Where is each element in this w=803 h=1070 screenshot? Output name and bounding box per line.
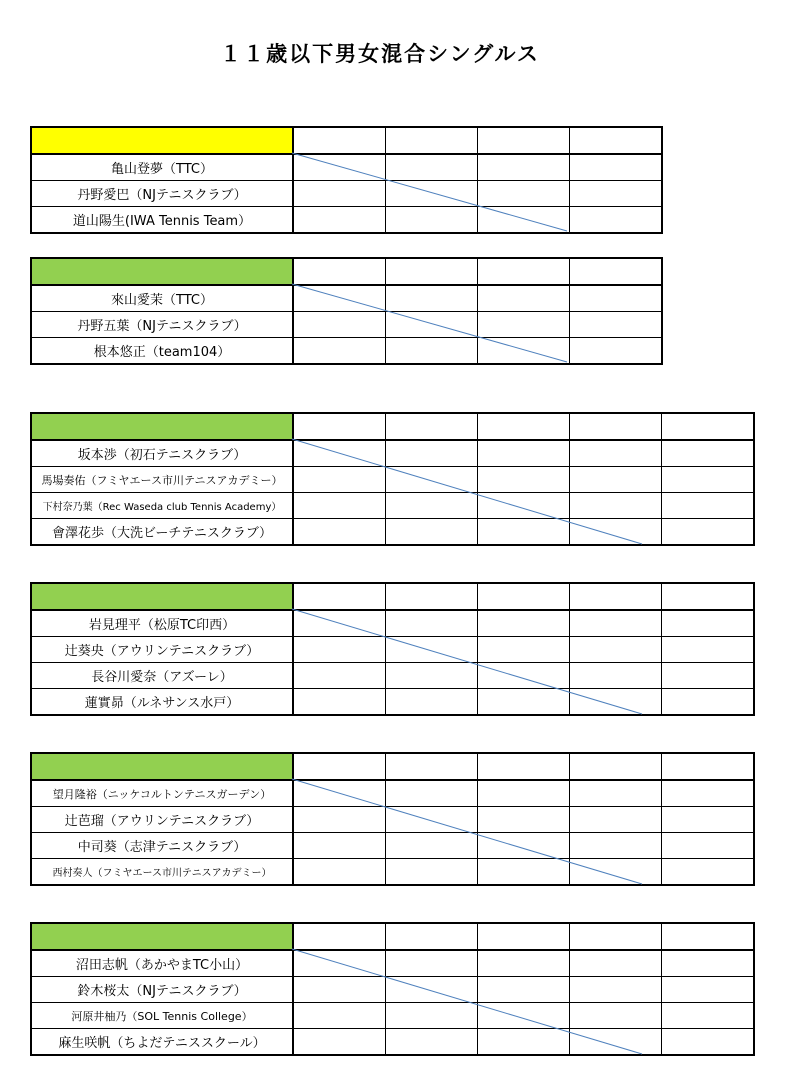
bracket-table — [30, 922, 755, 1056]
group-3 — [30, 412, 755, 546]
player-name: 沼田志帆（あかやまTC小山） — [31, 950, 293, 977]
player-name: 麻生咲帆（ちよだテニススクール） — [31, 1029, 293, 1056]
bracket-table — [30, 752, 755, 886]
player-name: 道山陽生(IWA Tennis Team） — [31, 207, 293, 234]
bracket-table — [30, 412, 755, 546]
player-name: 辻葵央（アウリンテニスクラブ） — [31, 637, 293, 663]
group-4 — [30, 582, 755, 716]
player-name: 岩見理平（松原TC印西） — [31, 610, 293, 637]
group-header — [31, 413, 293, 440]
group-header — [31, 127, 293, 154]
bracket-table — [30, 582, 755, 716]
player-name: 長谷川愛奈（アズーレ） — [31, 663, 293, 689]
player-name: 馬場奏佑（フミヤエース市川テニスアカデミー） — [31, 467, 293, 493]
group-header — [31, 258, 293, 285]
bracket-table — [30, 257, 663, 365]
bracket-table — [30, 126, 663, 234]
player-name: 鈴木桜太（NJテニスクラブ） — [31, 977, 293, 1003]
group-5 — [30, 752, 755, 886]
player-name: 來山愛茉（TTC） — [31, 285, 293, 312]
group-header — [31, 583, 293, 610]
player-name: 中司葵（志津テニスクラブ） — [31, 833, 293, 859]
player-name: 西村奏人（フミヤエース市川テニスアカデミー） — [31, 859, 293, 886]
player-name: 坂本渉（初石テニスクラブ） — [31, 440, 293, 467]
group-6 — [30, 922, 755, 1056]
player-name: 丹野五葉（NJテニスクラブ） — [31, 312, 293, 338]
player-name: 蓮實昴（ルネサンス水戸） — [31, 689, 293, 716]
group-header — [31, 923, 293, 950]
group-1 — [30, 126, 663, 234]
group-header — [31, 753, 293, 780]
player-name: 根本悠正（team104） — [31, 338, 293, 365]
player-name: 辻芭瑠（アウリンテニスクラブ） — [31, 807, 293, 833]
player-name: 丹野愛巴（NJテニスクラブ） — [31, 181, 293, 207]
player-name: 亀山登夢（TTC） — [31, 154, 293, 181]
player-name: 下村奈乃葉（Rec Waseda club Tennis Academy） — [31, 493, 293, 519]
player-name: 望月隆裕（ニッケコルトンテニスガーデン） — [31, 780, 293, 807]
page-title: １１歳以下男女混合シングルス — [220, 42, 540, 66]
group-2 — [30, 257, 663, 365]
player-name: 河原井柚乃（SOL Tennis College） — [31, 1003, 293, 1029]
player-name: 會澤花歩（大洗ビーチテニスクラブ） — [31, 519, 293, 546]
